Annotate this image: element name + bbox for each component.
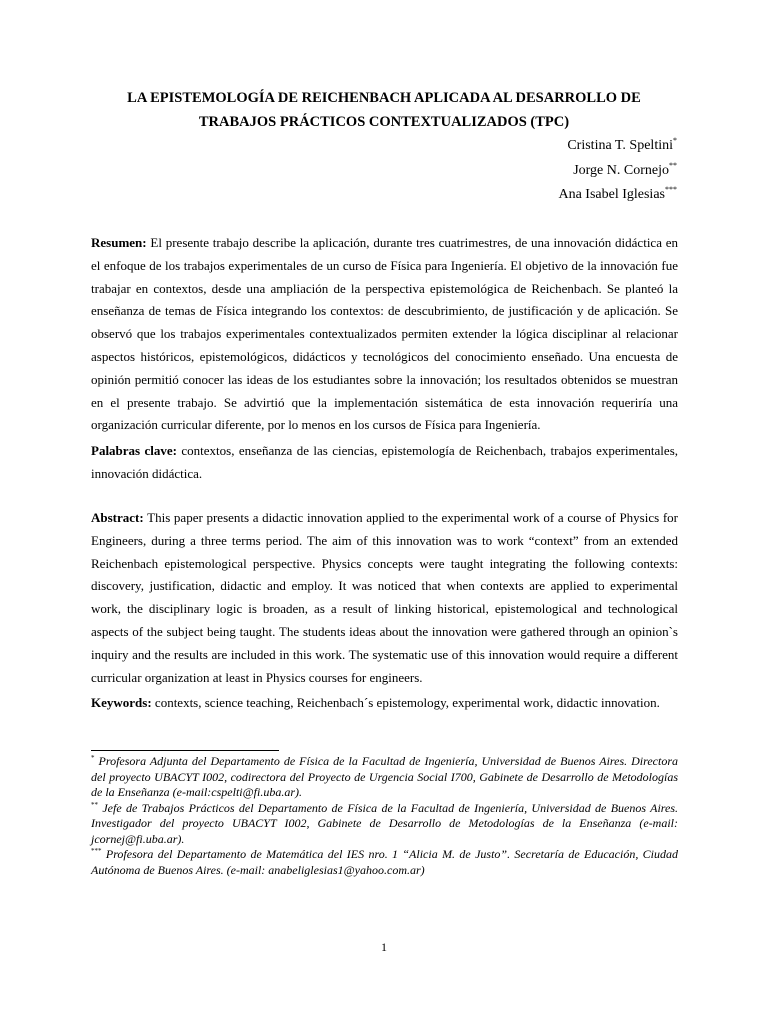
author-mark: * [673,136,677,145]
footnote-text: Jefe de Trabajos Prácticos del Departamento de Física de la Facultad de Ingeniería, Universidad de Buenos Aires. Investigador del proyecto UBACYT I002, Gabinete de Desarrollo de Metodologías de la Enseñanza (e-mail: jcornej@fi.uba.ar). [91,800,679,846]
footnote-divider [91,750,279,751]
title-line-2: TRABAJOS PRÁCTICOS CONTEXTUALIZADOS (TPC) [198,114,570,130]
keywords-label: Keywords: [91,695,152,710]
author-1 [558,134,677,159]
abstract-paragraph [91,507,678,689]
palabras-clave-paragraph [91,440,678,486]
keywords-text: contexts, science teaching, Reichenbach´s epistemology, experimental work, didactic innovation. [154,695,660,710]
footnote-text: Profesora Adjunta del Departamento de Física de la Facultad de Ingeniería, Universidad de Buenos Aires. Directora del proyecto UBACYT I002, codirectora del Proyecto de Urgencia Social I700, Gabinete de Desarrollo de Metodologías de la Enseñanza (e-mail:cspelti@fi.uba.ar). [91,754,679,799]
page-number: 1 [381,940,387,954]
title-line-1: LA EPISTEMOLOGÍA DE REICHENBACH APLICADA AL DESARROLLO DE [127,90,641,106]
keywords-paragraph [91,692,678,715]
resumen-paragraph [91,232,678,437]
author-3 [558,183,677,208]
resumen-text: El presente trabajo describe la aplicación, durante tres cuatrimestres, de una innovación didáctica en el enfoque de los trabajos experimentales de un curso de Física para Ingeniería. El objetivo de la innovación fue trabajar en contextos, desde una ampliación de la perspectiva epistemológica de Reichenbach. Se planteó la enseñanza de temas de Física integrando los contextos: de descubrimiento, de justificación y de aplicación. Se observó que los trabajos experimentales contextualizados permiten extender la lógica disciplinar al relacionar aspectos históricos, epistemológicos, didácticos y tecnológicos del conocimiento enseñado. Una encuesta de opinión permitió conocer las ideas de los estudiantes sobre la innovación; los resultados obtenidos se muestran en el presente trabajo. Se advirtió que la implementación sistemática de esta innovación requeriría una organización curricular diferente, por lo menos en los cursos de Física para Ingeniería. [91,235,679,433]
footnote-mark: ** [91,800,98,809]
palabras-clave-text: contextos, enseñanza de las ciencias, epistemología de Reichenbach, trabajos experimentales, innovación didáctica. [91,443,678,481]
footnote-1 [91,754,678,801]
abstract-label: Abstract: [91,510,144,525]
author-name: Cristina T. Speltini [567,138,673,153]
footnotes [91,754,678,878]
footnote-mark: * [91,754,95,762]
footnote-mark: *** [91,847,102,855]
footnote-2 [91,801,678,848]
abstract-text: This paper presents a didactic innovation applied to the experimental work of a course of Physics for Engineers, during a three terms period. The aim of this innovation was to work “context” from an extended Reichenbach epistemological perspective. Physics concepts were taught integrating the following contexts: discovery, justification, didactic and employ. It was noticed that when contexts are applied to experimental work, the disciplinary logic is broaden, as a result of linking historical, epistemological and technological aspects of the subject being taught. The students ideas about the innovation were gathered through an opinion`s inquiry and the results are included in this work. The systematic use of this innovation would require a different curricular organization at least in Physics courses for engineers. [91,510,678,685]
author-name: Jorge N. Cornejo [573,162,669,178]
author-list [558,134,677,208]
palabras-clave-label: Palabras clave: [91,443,177,458]
footnote-text: Profesora del Departamento de Matemática del IES nro. 1 “Alicia M. de Justo”. Secretaría de Educación, Ciudad Autónoma de Buenos Aires. (e-mail: anabeliglesias1@yahoo.com.ar) [91,847,679,877]
resumen-label: Resumen: [91,235,147,250]
author-2 [558,159,677,184]
author-name: Ana Isabel Iglesias [558,187,665,202]
author-mark: *** [665,185,677,194]
paper-title [90,86,678,134]
footnote-3 [91,847,678,878]
author-mark: ** [669,160,677,170]
